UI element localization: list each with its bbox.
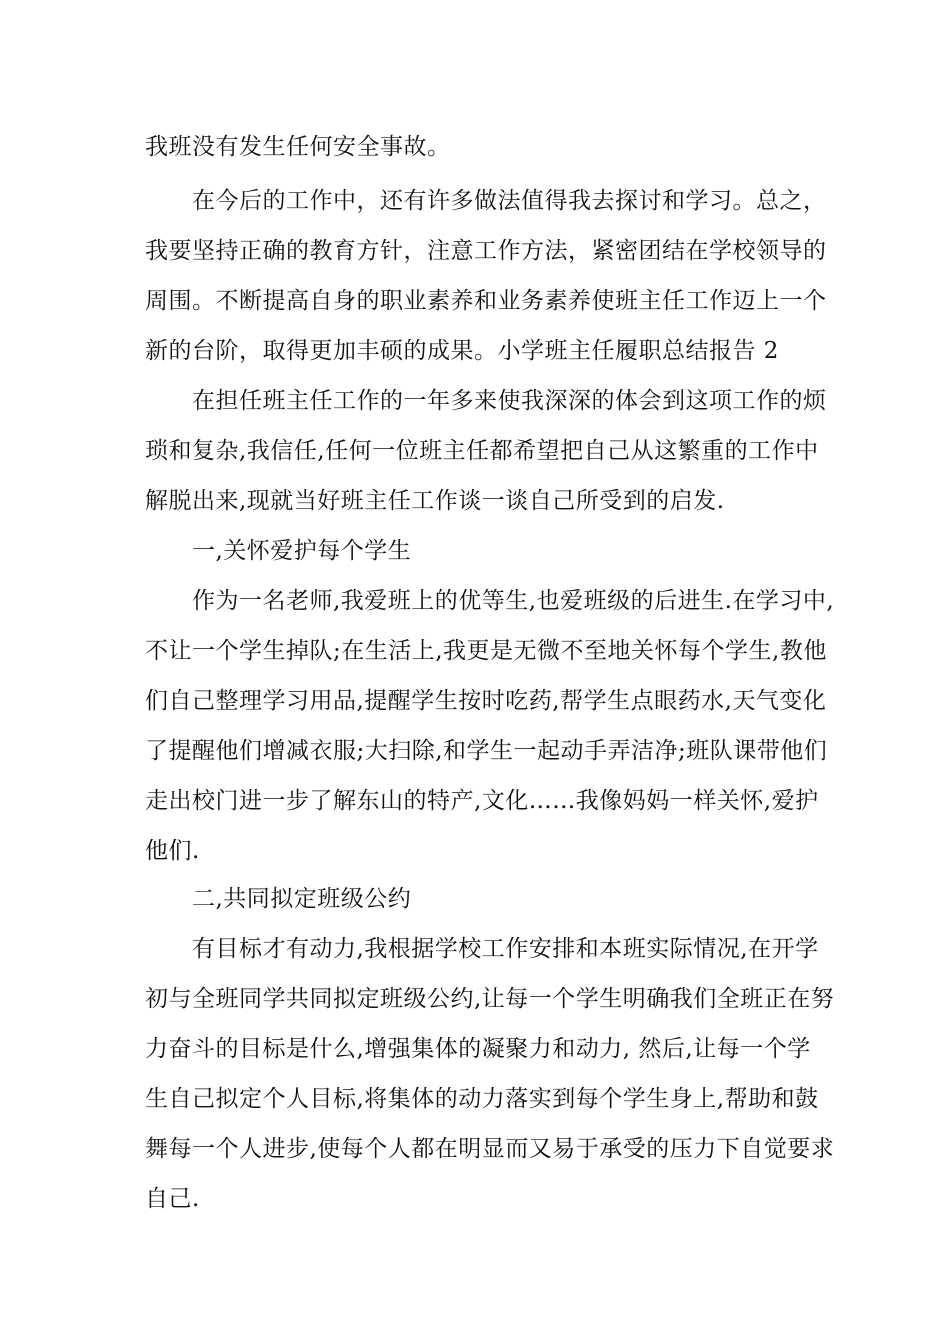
section-heading: 二,共同拟定班级公约 bbox=[192, 886, 412, 912]
text-line: 解脱出来,现就当好班主任工作谈一谈自己所受到的启发. bbox=[145, 488, 725, 514]
text-line: 我班没有发生任何安全事故。 bbox=[145, 134, 451, 160]
text-line: 们自己整理学习用品,提醒学生按时吃药,帮学生点眼药水,天气变化 bbox=[145, 688, 827, 714]
paragraph-start-line: 作为一名老师,我爱班上的优等生,也爱班级的后进生.在学习中, bbox=[192, 588, 835, 614]
text-line: 自己. bbox=[145, 1186, 200, 1212]
text-line: 周围。不断提高自身的职业素养和业务素养使班主任工作迈上一个 bbox=[145, 288, 827, 314]
text-line: 我要坚持正确的教育方针，注意工作方法，紧密团结在学校领导的 bbox=[145, 238, 827, 264]
text-line: 他们. bbox=[145, 838, 200, 864]
text-line: 了提醒他们增减衣服;大扫除,和学生一起动手弄洁净;班队课带他们 bbox=[145, 738, 828, 764]
text-line: 新的台阶，取得更加丰硕的成果。小学班主任履职总结报告 2 bbox=[145, 338, 779, 364]
paragraph-start-line: 在担任班主任工作的一年多来使我深深的体会到这项工作的烦 bbox=[192, 388, 827, 414]
text-line: 不让一个学生掉队;在生活上,我更是无微不至地关怀每个学生,教他 bbox=[145, 638, 827, 664]
paragraph-start-line: 有目标才有动力,我根据学校工作安排和本班实际情况,在开学 bbox=[192, 936, 819, 962]
text-line: 舞每一个人进步,使每个人都在明显而又易于承受的压力下自觉要求 bbox=[145, 1136, 835, 1162]
text-line: 力奋斗的目标是什么,增强集体的凝聚力和动力, 然后,让每一个学 bbox=[145, 1036, 811, 1062]
text-line: 生自己拟定个人目标,将集体的动力落实到每个学生身上,帮助和鼓 bbox=[145, 1086, 819, 1112]
section-heading: 一,关怀爱护每个学生 bbox=[192, 538, 412, 564]
text-line: 琐和复杂,我信任,任何一位班主任都希望把自己从这繁重的工作中 bbox=[145, 438, 819, 464]
text-line: 走出校门进一步了解东山的特产,文化……我像妈妈一样关怀,爱护 bbox=[145, 788, 819, 814]
text-line: 初与全班同学共同拟定班级公约,让每一个学生明确我们全班正在努 bbox=[145, 986, 835, 1012]
paragraph-start-line: 在今后的工作中，还有许多做法值得我去探讨和学习。总之， bbox=[192, 188, 827, 214]
